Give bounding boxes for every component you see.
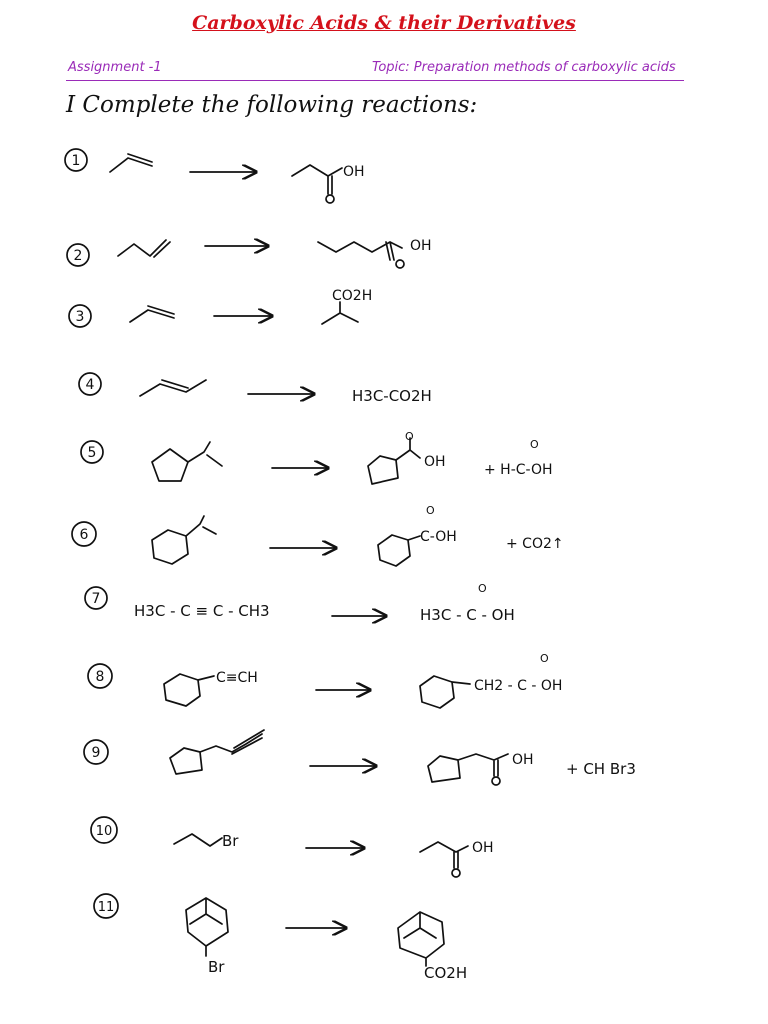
reaction-number-3-text: 3 xyxy=(75,309,85,325)
reaction-number-6 xyxy=(72,522,96,546)
product-label-1: OH xyxy=(343,164,365,180)
byproduct-label-6: + CO2↑ xyxy=(506,536,564,552)
reaction-number-8 xyxy=(88,664,112,688)
reaction-number-4 xyxy=(79,373,101,395)
propanoic-acid-structure-10 xyxy=(420,842,468,868)
bicyclic-carboxylic-acid-structure xyxy=(398,912,444,966)
reaction-number-5 xyxy=(81,441,103,463)
carbonyl-o-label-8: O xyxy=(540,652,549,665)
product-label-6: C-OH xyxy=(420,529,457,545)
butene-structure xyxy=(118,240,170,257)
cyclopentanecarboxylic-acid-structure xyxy=(368,438,420,484)
cyclohexanecarboxylic-acid-structure xyxy=(378,535,420,566)
butene-2-structure xyxy=(140,380,206,396)
reaction-number-9-text: 9 xyxy=(91,745,101,761)
product-label-8: CH2 - C - OH xyxy=(474,678,563,694)
product-label-10: OH xyxy=(472,840,494,856)
reaction-number-2-text: 2 xyxy=(73,248,83,264)
carbonyl-oxygen-2 xyxy=(396,260,404,268)
reaction-number-6-text: 6 xyxy=(79,527,89,543)
pentanoic-acid-structure xyxy=(318,242,402,260)
propene-structure-3 xyxy=(130,306,174,322)
cyclopentyl-alkyne-structure xyxy=(170,730,264,774)
reactant-label-11: Br xyxy=(208,958,225,976)
reaction-number-10 xyxy=(91,817,117,843)
reaction-number-11-text: 11 xyxy=(97,900,115,915)
reaction-8 xyxy=(88,652,562,708)
product-label-7: H3C - C - OH xyxy=(420,606,515,624)
byproduct-o-label-5: O xyxy=(530,438,539,451)
product-label-4: H3C-CO2H xyxy=(352,387,432,405)
byproduct-label-5: + H-C-OH xyxy=(484,462,553,478)
product-label-5: OH xyxy=(424,454,446,470)
bromopropane-structure xyxy=(174,834,222,846)
reaction-2 xyxy=(67,238,432,268)
reaction-4 xyxy=(79,373,432,405)
vinylcyclohexane-structure xyxy=(152,516,216,564)
product-label-9: OH xyxy=(512,752,534,768)
carbonyl-oxygen-10 xyxy=(452,869,460,877)
reaction-number-4-text: 4 xyxy=(85,377,95,393)
carbonyl-oxygen-1 xyxy=(326,195,334,203)
carbonyl-o-label-5: O xyxy=(405,430,414,443)
reaction-3 xyxy=(69,288,372,327)
reaction-number-11 xyxy=(94,894,118,918)
carbonyl-oxygen-9 xyxy=(492,777,500,785)
reaction-number-10-text: 10 xyxy=(95,824,113,839)
reactant-label-8: C≡CH xyxy=(216,670,258,686)
reaction-number-3 xyxy=(69,305,91,327)
worksheet-title: Carboxylic Acids & their Derivatives xyxy=(192,12,576,34)
vinylcyclopentane-structure xyxy=(152,442,222,481)
reaction-6 xyxy=(72,504,564,566)
reaction-number-1 xyxy=(65,149,87,171)
propanoic-acid-structure xyxy=(292,165,342,194)
reaction-number-9 xyxy=(84,740,108,764)
reaction-11 xyxy=(94,894,467,982)
reaction-number-7 xyxy=(85,587,107,609)
topic-label: Topic: Preparation methods of carboxylic acids xyxy=(372,60,676,75)
reaction-5 xyxy=(81,430,553,484)
reaction-number-7-text: 7 xyxy=(91,591,101,607)
reaction-1 xyxy=(65,149,365,203)
reactant-label-7: H3C - C ≡ C - CH3 xyxy=(134,602,270,620)
carbonyl-o-label-6: O xyxy=(426,504,435,517)
reaction-7 xyxy=(85,582,515,624)
ethynylcyclohexane-structure xyxy=(164,674,214,706)
isobutyric-acid-structure xyxy=(322,302,358,324)
product-label-2: OH xyxy=(410,238,432,254)
propene-structure xyxy=(110,154,152,172)
product-label-11: CO2H xyxy=(424,964,468,982)
assignment-label: Assignment -1 xyxy=(68,60,162,75)
reaction-9 xyxy=(84,730,636,785)
reactant-label-10: Br xyxy=(222,832,239,850)
carbonyl-o-label-7: O xyxy=(478,582,487,595)
question-instruction: I Complete the following reactions: xyxy=(66,92,478,118)
reaction-number-2 xyxy=(67,244,89,266)
reaction-number-1-text: 1 xyxy=(71,153,81,169)
byproduct-label-9: + CH Br3 xyxy=(566,760,636,778)
reaction-10 xyxy=(91,817,494,877)
bromo-bicyclic-structure xyxy=(186,898,228,956)
cyclohexylacetic-acid-structure xyxy=(420,676,470,708)
reaction-number-5-text: 5 xyxy=(87,445,97,461)
product-label-3: CO2H xyxy=(332,288,373,304)
reaction-number-8-text: 8 xyxy=(95,669,105,685)
